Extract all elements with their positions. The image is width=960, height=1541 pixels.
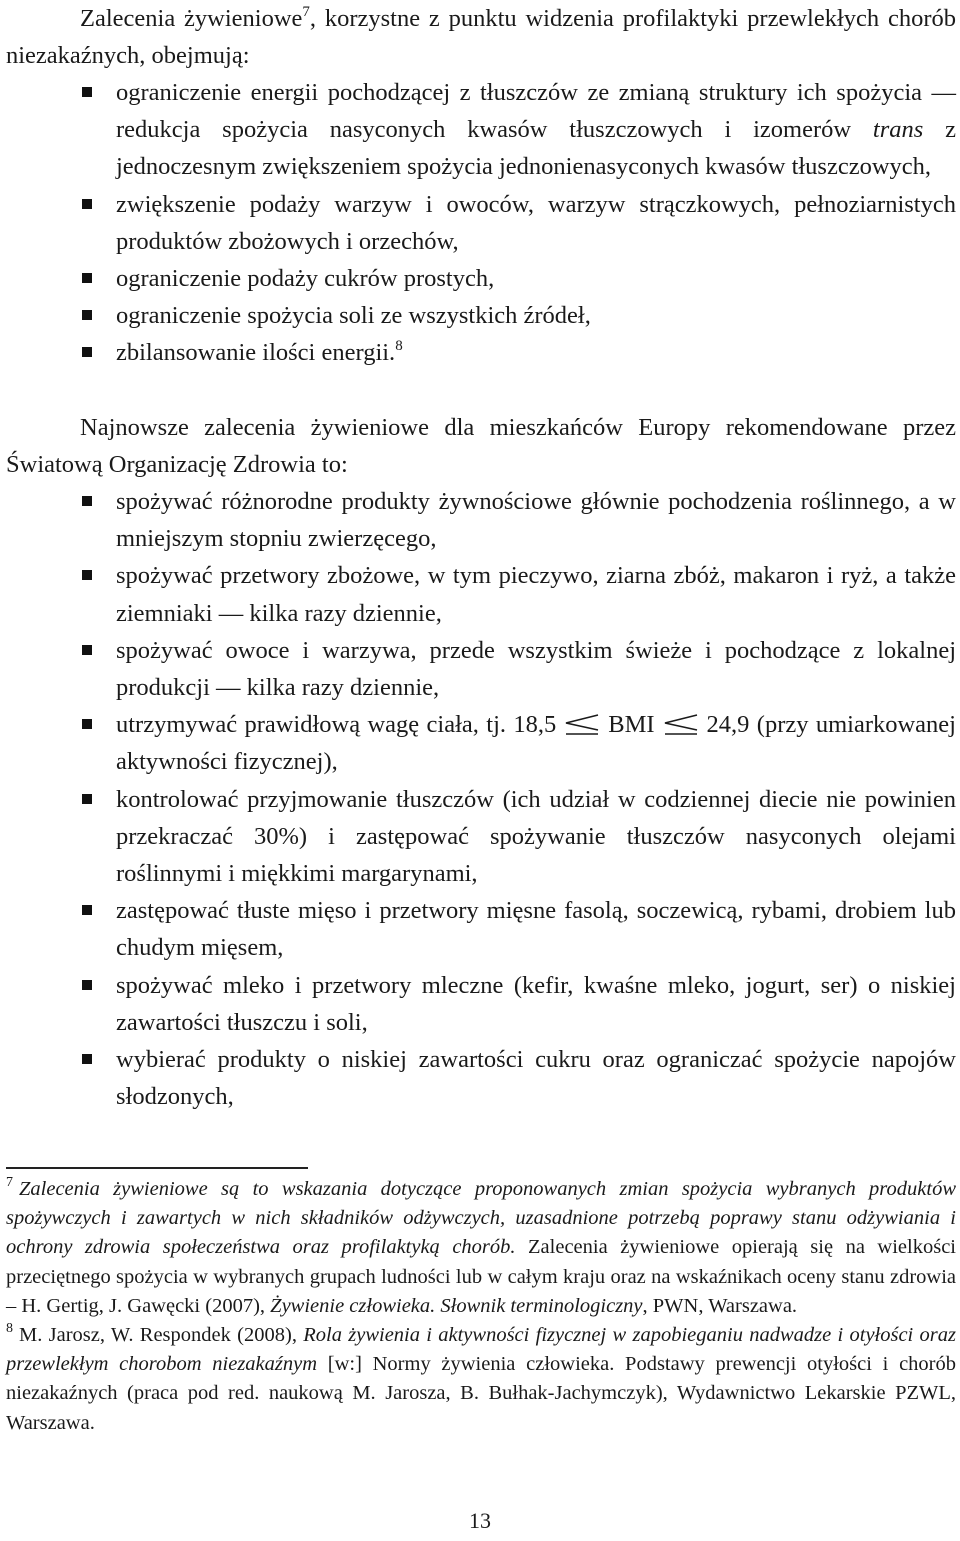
list-item-bmi bbox=[0, 706, 960, 780]
list-item bbox=[0, 967, 960, 1041]
list-item-text-cont: z jednoczesnym zwiększeniem spożycia jednonienasyconych kwasów tłuszczowych, bbox=[116, 116, 956, 181]
footnote-8-text-cont: [w:] Normy żywienia człowieka. Podstawy prewencji otyłości i chorób niezakaźnych (praca pod red. naukową M. Jarosza, B. Bułhak-Jachymczyk), Wydawnictwo Lekarskie PZWL, Warszawa. bbox=[6, 1353, 956, 1434]
list-item-text: ograniczenie energii pochodzącej z tłuszczów ze zmianą struktury ich spożycia — redukcja spożycia nasyconych kwasów tłuszczowych i izomerów bbox=[116, 79, 956, 144]
list-item-text: spożywać owoce i warzywa, przede wszystkim świeże i pochodzące z lokalnej produkcji — kilka razy dziennie, bbox=[116, 636, 956, 702]
footnote-ref-7[interactable]: 7 bbox=[302, 4, 310, 20]
list-item bbox=[0, 186, 960, 260]
footnote-7-italic: Zalecenia żywieniowe są to wskazania dotyczące proponowanych zmian spożycia wybranych produktów spożywczych i zawartych w nich składników odżywczych, uzasadnione potrzebą poprawy stanu odżywiania i ochrony zdrowia społeczeństwa oraz profilaktyką chorób. bbox=[6, 1178, 956, 1259]
page-number: 13 bbox=[469, 1508, 491, 1533]
list-item bbox=[0, 74, 960, 186]
footnote-separator bbox=[6, 1167, 308, 1169]
list-item-text: wybierać produkty o niskiej zawartości cukru oraz ograniczać spożycie napojów słodzonych, bbox=[116, 1046, 956, 1111]
bmi-text-c: 24,9 (przy umiarkowanej aktywności fizycznej), bbox=[116, 711, 956, 776]
recommendations-list-1 bbox=[0, 74, 960, 372]
square-bullet-icon bbox=[82, 570, 92, 580]
square-bullet-icon bbox=[82, 87, 92, 97]
footnote-8 bbox=[6, 1321, 956, 1438]
list-item-text: spożywać przetwory zbożowe, w tym pieczywo, ziarna zbóż, makaron i ryż, a także ziemniaki — kilka razy dziennie, bbox=[116, 562, 956, 627]
footnote-7-text: Zalecenia żywieniowe opierają się na wielkości przeciętnego spożycia w wybranych grupach ludności lub w całym kraju oraz na wskaźnikach oceny stanu zdrowia – H. Gertig, J. Gawęcki (2007), bbox=[6, 1236, 956, 1317]
list-item bbox=[0, 892, 960, 966]
bmi-text-b: BMI bbox=[608, 711, 655, 739]
list-item bbox=[0, 297, 960, 334]
intro-1-text: Zalecenia żywieniowe bbox=[80, 5, 303, 32]
less-or-equal-icon bbox=[661, 709, 701, 731]
list-item bbox=[0, 1041, 960, 1115]
square-bullet-icon bbox=[82, 794, 92, 804]
footnote-7 bbox=[6, 1175, 956, 1321]
list-item-text: zbilansowanie ilości energii. bbox=[116, 339, 396, 367]
footnote-number: 8 bbox=[6, 1321, 13, 1337]
footnote-8-text: M. Jarosz, W. Respondek (2008), bbox=[19, 1324, 304, 1347]
square-bullet-icon bbox=[82, 199, 92, 209]
footnote-7-tail: , PWN, Warszawa. bbox=[642, 1294, 798, 1317]
list-item-text: spożywać różnorodne produkty żywnościowe głównie pochodzenia roślinnego, a w mniejszym stopniu zwierzęcego, bbox=[116, 488, 956, 553]
bmi-text-a: utrzymywać prawidłową wagę ciała, tj. 18,5 bbox=[116, 711, 557, 739]
list-item bbox=[0, 781, 960, 893]
list-item-italic: trans bbox=[872, 116, 924, 144]
list-item-text: zwiększenie podaży warzyw i owoców, warzyw strączkowych, pełnoziarnistych produktów zbożowych i orzechów, bbox=[116, 190, 956, 255]
square-bullet-icon bbox=[82, 905, 92, 915]
list-item-text: kontrolować przyjmowanie tłuszczów (ich udział w codziennej diecie nie powinien przekraczać 30%) i zastępować spożywanie tłuszczów nasyconych olejami roślinnymi i miękkimi margarynami, bbox=[116, 785, 956, 888]
footnote-ref-8[interactable]: 8 bbox=[395, 338, 403, 355]
square-bullet-icon bbox=[82, 1054, 92, 1064]
intro-paragraph-1 bbox=[6, 0, 956, 74]
list-item bbox=[0, 483, 960, 557]
footnote-7-title: Żywienie człowieka. Słownik terminologiczny bbox=[270, 1294, 643, 1317]
footnote-number: 7 bbox=[6, 1175, 13, 1190]
square-bullet-icon bbox=[82, 310, 92, 320]
list-item-text: ograniczenie spożycia soli ze wszystkich źródeł, bbox=[116, 302, 591, 330]
square-bullet-icon bbox=[82, 347, 92, 357]
intro-paragraph-2: Najnowsze zalecenia żywieniowe dla mieszkańców Europy rekomendowane przez Światową Organizację Zdrowia to: bbox=[6, 414, 956, 479]
list-item-text: zastępować tłuste mięso i przetwory mięsne fasolą, soczewicą, rybami, drobiem lub chudym mięsem, bbox=[116, 897, 956, 962]
square-bullet-icon bbox=[82, 719, 92, 729]
list-item bbox=[0, 334, 960, 371]
recommendations-list-2 bbox=[0, 483, 960, 1115]
square-bullet-icon bbox=[82, 273, 92, 283]
square-bullet-icon bbox=[82, 496, 92, 506]
list-item-text: spożywać mleko i przetwory mleczne (kefir, kwaśne mleko, jogurt, ser) o niskiej zawartości tłuszczu i soli, bbox=[116, 971, 956, 1036]
list-item bbox=[0, 632, 960, 706]
footnote-8-title: Rola żywienia i aktywności fizycznej w zapobieganiu nadwadze i otyłości oraz przewlekłym chorobom niezakaźnym bbox=[6, 1324, 957, 1376]
intro-1-text-cont: , korzystne z punktu widzenia profilaktyki przewlekłych chorób niezakaźnych, obejmują: bbox=[6, 5, 956, 70]
list-item bbox=[0, 557, 960, 631]
square-bullet-icon bbox=[82, 980, 92, 990]
less-or-equal-icon bbox=[562, 709, 602, 731]
square-bullet-icon bbox=[82, 645, 92, 655]
list-item bbox=[0, 260, 960, 297]
list-item-text: ograniczenie podaży cukrów prostych, bbox=[116, 265, 495, 293]
footnotes bbox=[6, 1175, 956, 1438]
